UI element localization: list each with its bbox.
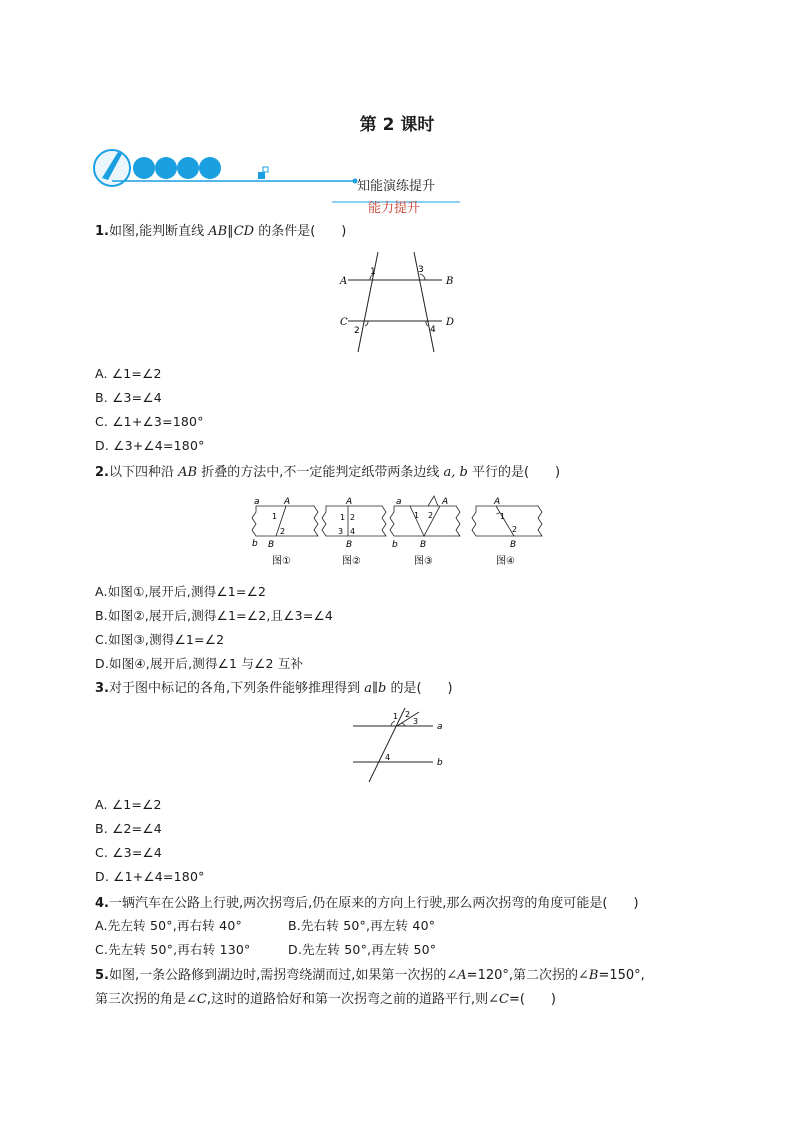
q3-label-a: a — [437, 722, 443, 732]
q1-label-B: B — [446, 276, 454, 287]
q1-option-c[interactable]: C. ∠1+∠3=180° — [95, 414, 204, 429]
q1-text-b: 的条件是( ) — [254, 224, 347, 239]
q2-option-b[interactable]: B.如图②,展开后,测得∠1=∠2,且∠3=∠4 — [95, 608, 334, 623]
q2-figures — [250, 492, 550, 572]
q2-figure-4 — [472, 497, 542, 567]
q2-text-b: 折叠的方法中,不一定能判定纸带两条边线 — [197, 465, 444, 480]
banner-dot-2 — [155, 157, 177, 179]
q1-text-a: 如图,能判断直线 — [108, 224, 209, 239]
q1-text-cd: CD — [233, 224, 255, 239]
q4-stem — [95, 892, 639, 911]
q2-stem — [95, 461, 560, 480]
q2-figure-2 — [322, 497, 386, 567]
q2-option-a[interactable]: A.如图①,展开后,测得∠1=∠2 — [95, 584, 267, 599]
q3-number: 3. — [95, 681, 109, 696]
q5-line-1 — [95, 964, 645, 983]
q3-text-b: 的是( ) — [386, 681, 453, 696]
q2-f1-label-A: A — [284, 497, 291, 507]
q2-f3-label-B: B — [420, 540, 427, 550]
q1-option-d[interactable]: D. ∠3+∠4=180° — [95, 438, 205, 453]
q2-f1-label-a: a — [254, 497, 260, 507]
q2-f1-label-1: 1 — [272, 512, 278, 521]
q2-figure-1 — [252, 497, 318, 567]
q2-f4-label-1: 1 — [500, 512, 506, 521]
q1-stem — [95, 220, 346, 239]
q2-f3-label-A: A — [442, 497, 449, 507]
q5-angle-B: ∠B — [578, 968, 599, 983]
q2-f2-label-A: A — [346, 497, 353, 507]
q5-number: 5. — [95, 968, 109, 983]
q2-f2-label-4: 4 — [350, 527, 356, 536]
q3-option-c[interactable]: C. ∠3=∠4 — [95, 845, 163, 860]
q5-l2-a: 第三次拐的角是 — [95, 992, 187, 1007]
q3-label-2: 2 — [405, 710, 411, 719]
q1-label-4: 4 — [430, 325, 436, 335]
q2-f3-caption: 图③ — [414, 556, 433, 567]
q4-number: 4. — [95, 896, 109, 911]
q3-figure — [345, 702, 455, 788]
q2-f3-label-a: a — [396, 497, 402, 507]
q2-f1-label-B: B — [268, 540, 275, 550]
q1-label-A: A — [340, 276, 348, 287]
q2-text-c: 平行的是( ) — [467, 465, 561, 480]
q2-f2-label-1: 1 — [340, 513, 346, 522]
q1-label-D: D — [446, 317, 455, 328]
q2-f4-label-A: A — [494, 497, 501, 507]
banner-dot-3 — [177, 157, 199, 179]
q4-option-c[interactable]: C.先左转 50°,再右转 130° — [95, 942, 251, 957]
q2-f4-label-2: 2 — [512, 525, 518, 534]
q1-option-a[interactable]: A. ∠1=∠2 — [95, 366, 162, 381]
q3-text-a: 对于图中标记的各角,下列条件能够推理得到 — [108, 681, 365, 696]
q4-option-d[interactable]: D.先左转 50°,再左转 50° — [288, 942, 437, 957]
q5-l1-a: 如图,一条公路修到湖边时,需拐弯绕湖而过,如果第一次拐的 — [108, 968, 447, 983]
q5-l1-c: =150°, — [598, 968, 645, 983]
q5-angle-A: ∠A — [446, 968, 467, 983]
q2-option-d[interactable]: D.如图④,展开后,测得∠1 与∠2 互补 — [95, 656, 304, 671]
section-subtitle: 能力提升 — [368, 201, 421, 216]
q5-line-2 — [95, 988, 556, 1007]
q3-label-b: b — [437, 758, 443, 768]
q2-f3-label-2: 2 — [428, 511, 434, 520]
q1-option-b[interactable]: B. ∠3=∠4 — [95, 390, 162, 405]
q3-text-ab: a∥b — [364, 681, 387, 696]
banner-dot-4 — [199, 157, 221, 179]
q2-f3-label-1: 1 — [414, 511, 420, 520]
q1-label-1: 1 — [370, 267, 376, 277]
q2-f2-label-B: B — [346, 540, 353, 550]
q1-text-par: ∥ — [227, 224, 234, 239]
q5-l1-b: =120°,第二次拐的 — [466, 968, 579, 983]
q3-option-d[interactable]: D. ∠1+∠4=180° — [95, 869, 205, 884]
q2-option-c[interactable]: C.如图③,测得∠1=∠2 — [95, 632, 225, 647]
q1-transversal-right — [414, 252, 434, 352]
q3-transversal — [369, 708, 405, 782]
page-title: 第 2 课时 — [359, 115, 435, 135]
banner-dot-1 — [133, 157, 155, 179]
banner-square-outline — [263, 167, 268, 172]
q1-number: 1. — [95, 224, 109, 239]
q1-label-2: 2 — [354, 326, 360, 336]
q3-option-b[interactable]: B. ∠2=∠4 — [95, 821, 162, 836]
q2-f1-label-b: b — [252, 539, 258, 549]
q1-figure — [330, 244, 470, 356]
q3-label-4: 4 — [385, 753, 391, 762]
q5-angle-C: ∠C — [186, 992, 207, 1007]
q2-text-a: 以下四种沿 — [108, 465, 179, 480]
q3-label-3: 3 — [413, 717, 419, 726]
q1-label-C: C — [340, 317, 348, 328]
q2-f4-label-B: B — [510, 540, 517, 550]
q2-f2-caption: 图② — [342, 556, 361, 567]
q5-l2-c: =( ) — [508, 992, 557, 1007]
q2-text-ab: AB — [178, 465, 198, 480]
q3-stem — [95, 677, 453, 696]
q1-text-ab: AB — [208, 224, 228, 239]
q5-angle-C2: ∠C — [488, 992, 509, 1007]
q2-f4-caption: 图④ — [496, 556, 515, 567]
q4-text: 一辆汽车在公路上行驶,两次拐弯后,仍在原来的方向上行驶,那么两次拐弯的角度可能是( ) — [108, 896, 639, 911]
q5-l2-b: ,这时的道路恰好和第一次拐弯之前的道路平行,则 — [206, 992, 489, 1007]
q2-number: 2. — [95, 465, 109, 480]
q4-option-a[interactable]: A.先左转 50°,再右转 40° — [95, 918, 242, 933]
q3-label-1: 1 — [393, 712, 399, 721]
q2-f2-label-2: 2 — [350, 513, 356, 522]
q2-text-ab2: a, b — [443, 465, 468, 480]
q3-option-a[interactable]: A. ∠1=∠2 — [95, 797, 162, 812]
q4-option-b[interactable]: B.先右转 50°,再左转 40° — [288, 918, 436, 933]
q2-f3-label-b: b — [392, 540, 398, 550]
q2-f2-label-3: 3 — [338, 527, 344, 536]
section-banner-text: 知能演练提升 — [357, 179, 436, 194]
q1-label-3: 3 — [418, 265, 424, 275]
q2-f1-label-2: 2 — [280, 527, 286, 536]
q2-figure-3 — [390, 496, 460, 567]
q2-f1-caption: 图① — [272, 556, 291, 567]
banner-square — [258, 172, 265, 179]
